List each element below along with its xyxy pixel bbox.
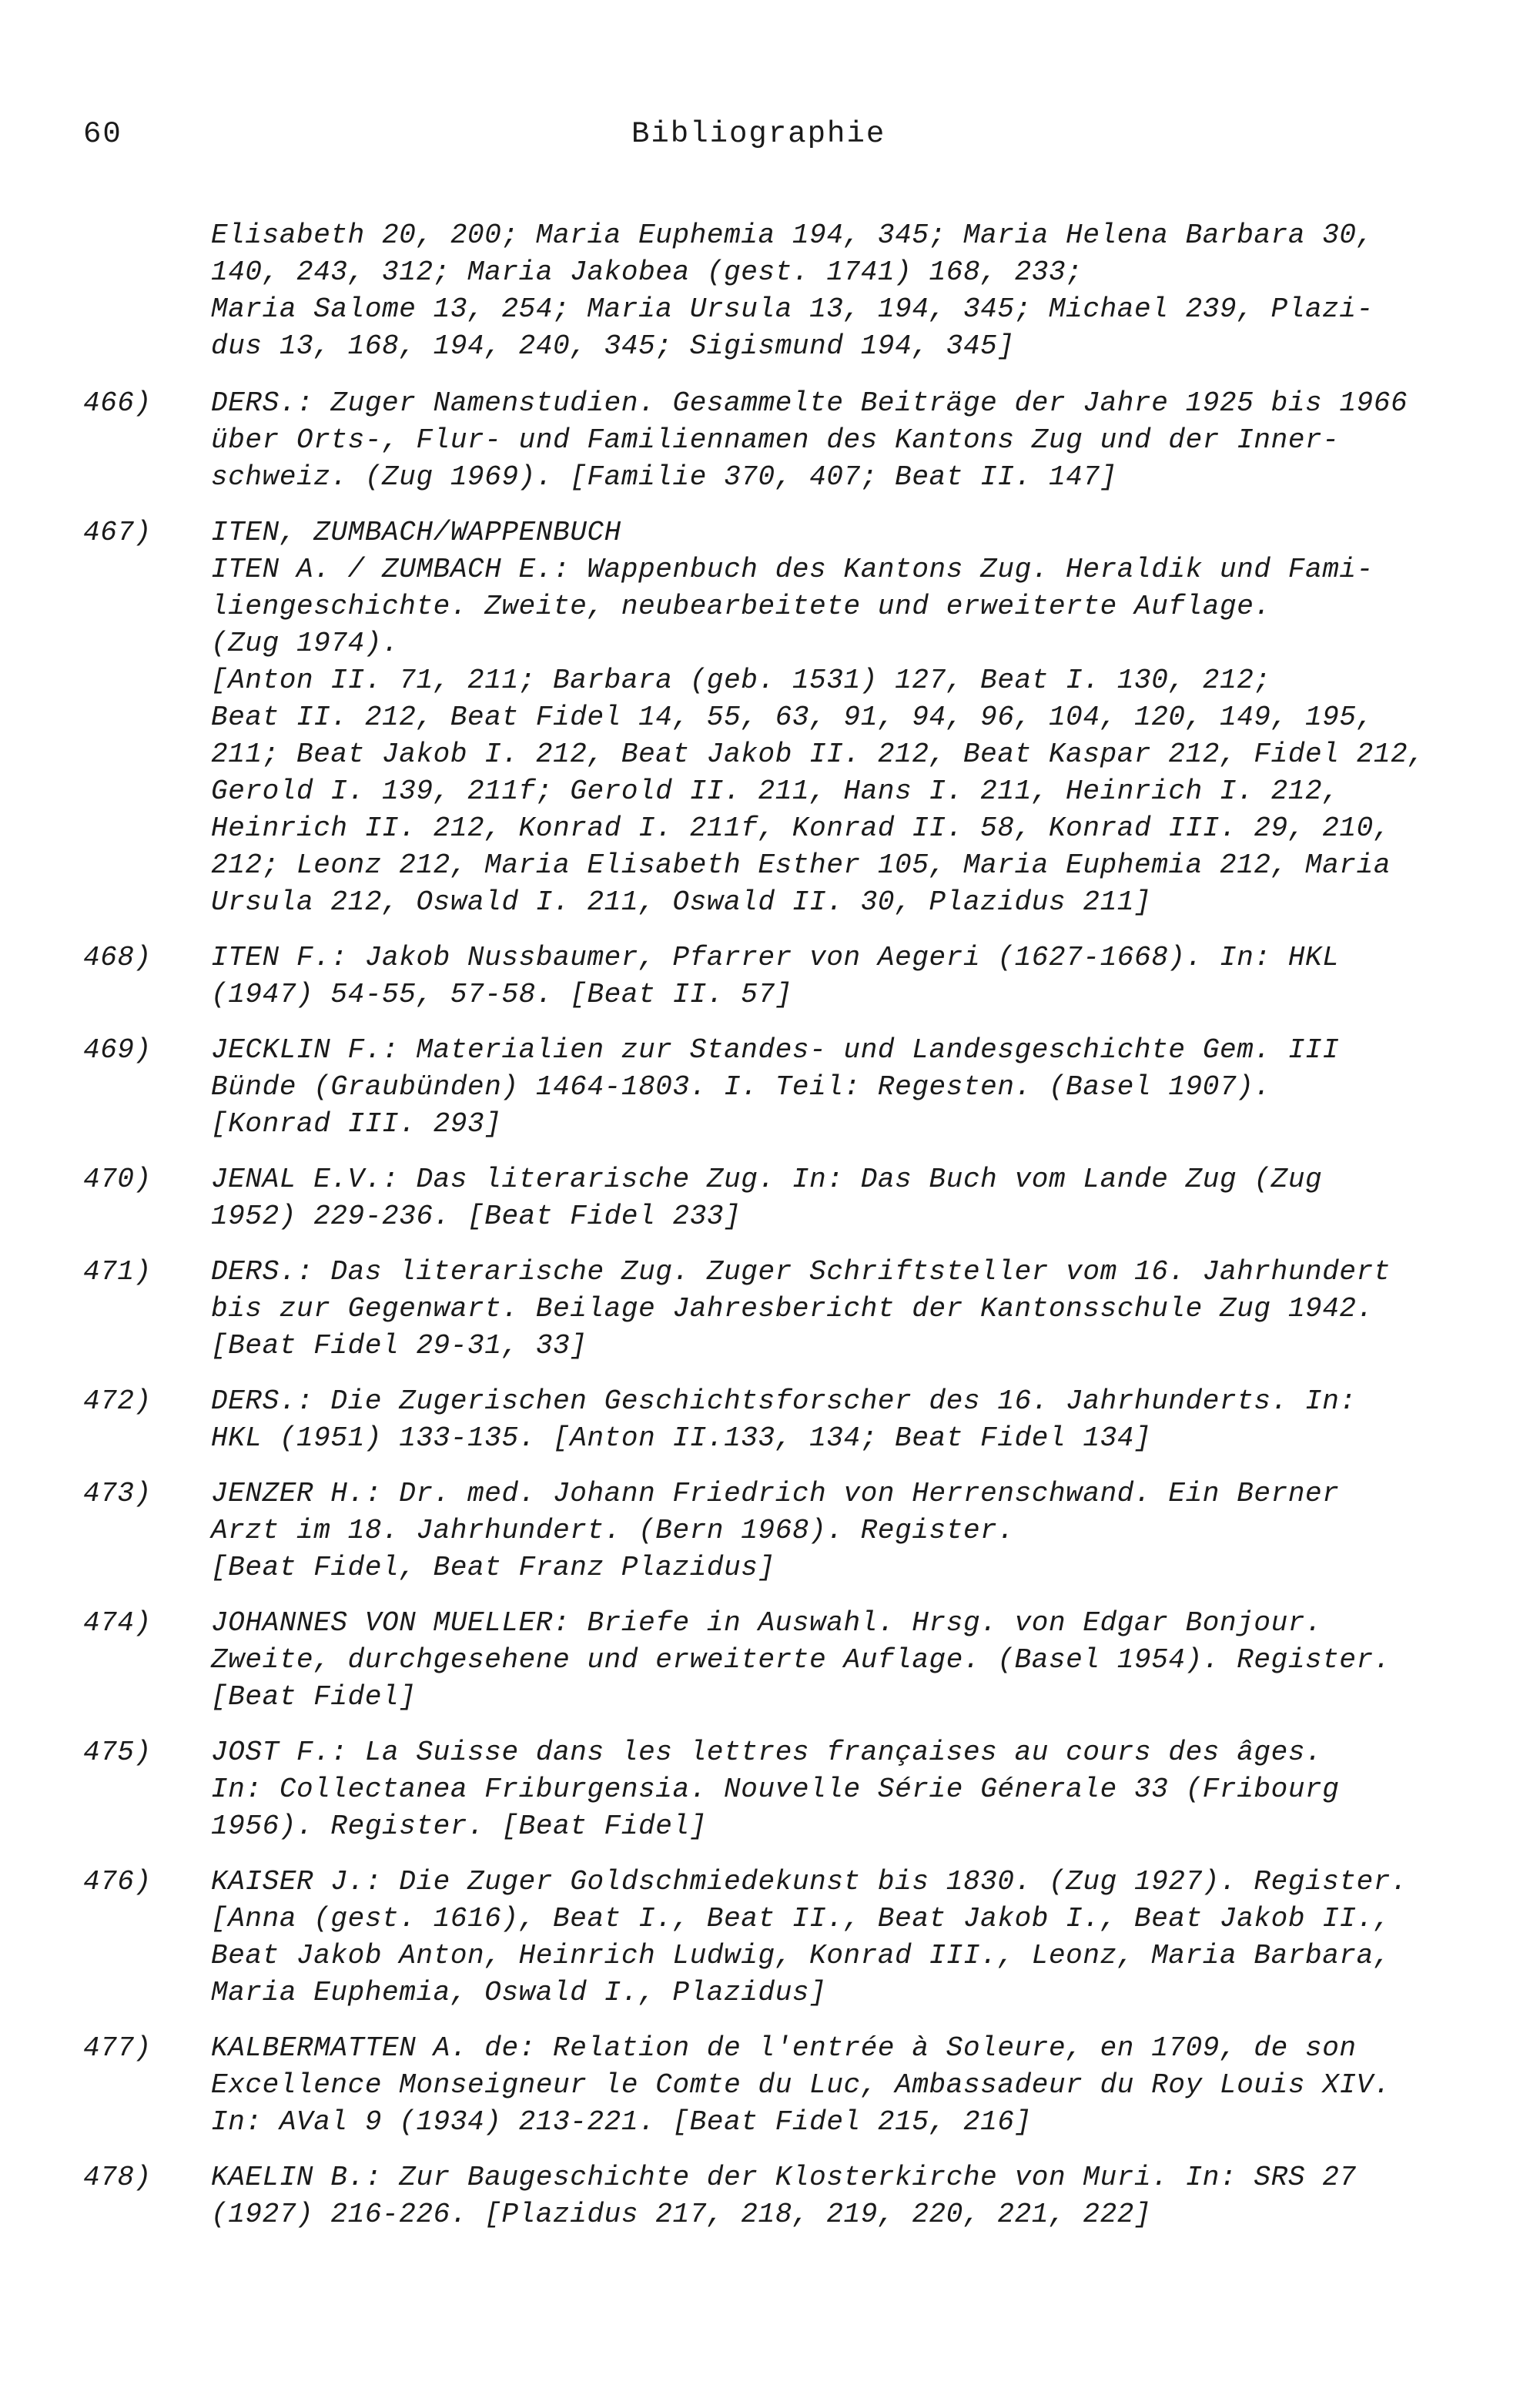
bibliography-entry	[83, 385, 1469, 496]
entry-number: 469)	[83, 1034, 152, 1066]
entry-text-line: Beat Jakob Anton, Heinrich Ludwig, Konrad III., Leonz, Maria Barbara,	[211, 1940, 1391, 1971]
entry-text-line: JECKLIN F.: Materialien zur Standes- und Landesgeschichte Gem. III	[211, 1034, 1340, 1066]
entry-text-line: 1956). Register. [Beat Fidel]	[211, 1810, 707, 1842]
bibliography-entry	[83, 1605, 1469, 1716]
bibliography-entry	[83, 2030, 1469, 2141]
entry-text-line: Beat II. 212, Beat Fidel 14, 55, 63, 91, 94, 96, 104, 120, 149, 195,	[211, 702, 1374, 733]
bibliography-entry	[83, 1161, 1469, 1235]
entry-number: 471)	[83, 1256, 152, 1288]
entry-number: 478)	[83, 2162, 152, 2193]
entry-text-line: KALBERMATTEN A. de: Relation de l'entrée à Soleure, en 1709, de son	[211, 2032, 1357, 2064]
entry-text-line: (1947) 54-55, 57-58. [Beat II. 57]	[211, 979, 792, 1010]
entry-text-line: Ursula 212, Oswald I. 211, Oswald II. 30, Plazidus 211]	[211, 886, 1152, 918]
entry-text-line: JENZER H.: Dr. med. Johann Friedrich von Herrenschwand. Ein Berner	[211, 1478, 1340, 1509]
entry-text-line: DERS.: Zuger Namenstudien. Gesammelte Beiträge der Jahre 1925 bis 1966	[211, 387, 1408, 419]
entry-number: 467)	[83, 517, 152, 548]
bibliography-entry	[83, 1476, 1469, 1586]
bibliography-entry	[83, 1734, 1469, 1845]
entry-text-line: DERS.: Die Zugerischen Geschichtsforscher des 16. Jahrhunderts. In:	[211, 1385, 1357, 1417]
entry-text-line: In: AVal 9 (1934) 213-221. [Beat Fidel 215, 216]	[211, 2106, 1032, 2138]
page-number: 60	[83, 117, 122, 151]
entry-text-line: ITEN A. / ZUMBACH E.: Wappenbuch des Kantons Zug. Heraldik und Fami-	[211, 554, 1374, 585]
entry-text-line: bis zur Gegenwart. Beilage Jahresbericht der Kantonsschule Zug 1942.	[211, 1293, 1374, 1325]
entry-text-line: Gerold I. 139, 211f; Gerold II. 211, Hans I. 211, Heinrich I. 212,	[211, 775, 1340, 807]
entry-text-line: HKL (1951) 133-135. [Anton II.133, 134; Beat Fidel 134]	[211, 1422, 1152, 1454]
bibliography-entry	[83, 2159, 1469, 2233]
entry-text-line: [Beat Fidel, Beat Franz Plazidus]	[211, 1552, 775, 1583]
entry-text-line: [Anton II. 71, 211; Barbara (geb. 1531) 127, Beat I. 130, 212;	[211, 665, 1271, 696]
entry-text-line: über Orts-, Flur- und Familiennamen des Kantons Zug und der Inner-	[211, 424, 1340, 456]
bibliography-entry	[83, 1254, 1469, 1365]
entry-text-line: ITEN, ZUMBACH/WAPPENBUCH	[211, 517, 621, 548]
running-title: Bibliographie	[631, 117, 886, 151]
entry-text-line: Maria Salome 13, 254; Maria Ursula 13, 194, 345; Michael 239, Plazi-	[211, 293, 1374, 325]
entry-number: 468)	[83, 942, 152, 973]
entry-text-line: KAISER J.: Die Zuger Goldschmiedekunst bis 1830. (Zug 1927). Register.	[211, 1866, 1408, 1898]
entry-text-line: Bünde (Graubünden) 1464-1803. I. Teil: Regesten. (Basel 1907).	[211, 1071, 1271, 1103]
entry-text-line: schweiz. (Zug 1969). [Familie 370, 407; Beat II. 147]	[211, 461, 1117, 493]
entry-text-line: [Konrad III. 293]	[211, 1108, 502, 1140]
entry-text-line: [Beat Fidel 29-31, 33]	[211, 1330, 588, 1362]
entry-text-line: (1927) 216-226. [Plazidus 217, 218, 219, 220, 221, 222]	[211, 2199, 1152, 2230]
entry-text-line: Excellence Monseigneur le Comte du Luc, Ambassadeur du Roy Louis XIV.	[211, 2069, 1391, 2101]
entry-text-line: JOHANNES VON MUELLER: Briefe in Auswahl. Hrsg. von Edgar Bonjour.	[211, 1607, 1323, 1639]
entry-text-line: (Zug 1974).	[211, 628, 400, 659]
entry-text-line: dus 13, 168, 194, 240, 345; Sigismund 194, 345]	[211, 330, 1015, 362]
bibliography-entries	[83, 217, 1469, 2252]
entry-text-line: 1952) 229-236. [Beat Fidel 233]	[211, 1201, 742, 1232]
entry-number: 472)	[83, 1385, 152, 1417]
bibliography-entry	[83, 1383, 1469, 1457]
entry-text-line: DERS.: Das literarische Zug. Zuger Schriftsteller vom 16. Jahrhundert	[211, 1256, 1391, 1288]
entry-text-line: liengeschichte. Zweite, neubearbeitete und erweiterte Auflage.	[211, 591, 1271, 622]
entry-number: 475)	[83, 1737, 152, 1768]
entry-text-line: Heinrich II. 212, Konrad I. 211f, Konrad II. 58, Konrad III. 29, 210,	[211, 812, 1391, 844]
entry-text-line: Arzt im 18. Jahrhundert. (Bern 1968). Register.	[211, 1515, 1015, 1546]
bibliography-entry	[83, 940, 1469, 1013]
entry-number: 477)	[83, 2032, 152, 2064]
entry-text-line: 211; Beat Jakob I. 212, Beat Jakob II. 212, Beat Kaspar 212, Fidel 212,	[211, 739, 1425, 770]
bibliography-entry	[83, 1864, 1469, 2011]
page-header	[83, 117, 1461, 163]
entry-text-line: In: Collectanea Friburgensia. Nouvelle Série Génerale 33 (Fribourg	[211, 1774, 1340, 1805]
bibliography-entry	[83, 1032, 1469, 1143]
entry-text-line: [Anna (gest. 1616), Beat I., Beat II., Beat Jakob I., Beat Jakob II.,	[211, 1903, 1391, 1934]
bibliography-entry	[83, 514, 1469, 921]
entry-number: 466)	[83, 387, 152, 419]
entry-text-line: JOST F.: La Suisse dans les lettres françaises au cours des âges.	[211, 1737, 1323, 1768]
entry-text-line: Zweite, durchgesehene und erweiterte Auflage. (Basel 1954). Register.	[211, 1644, 1391, 1676]
entry-text-line: KAELIN B.: Zur Baugeschichte der Klosterkirche von Muri. In: SRS 27	[211, 2162, 1357, 2193]
entry-text-line: 212; Leonz 212, Maria Elisabeth Esther 105, Maria Euphemia 212, Maria	[211, 849, 1391, 881]
entry-text-line: Elisabeth 20, 200; Maria Euphemia 194, 345; Maria Helena Barbara 30,	[211, 219, 1374, 251]
entry-number: 476)	[83, 1866, 152, 1898]
entry-text-line: [Beat Fidel]	[211, 1681, 417, 1713]
entry-text-line: JENAL E.V.: Das literarische Zug. In: Das Buch vom Lande Zug (Zug	[211, 1164, 1323, 1195]
bibliography-entry	[83, 217, 1469, 365]
entry-number: 470)	[83, 1164, 152, 1195]
entry-number: 473)	[83, 1478, 152, 1509]
entry-text-line: Maria Euphemia, Oswald I., Plazidus]	[211, 1977, 827, 2008]
entry-text-line: ITEN F.: Jakob Nussbaumer, Pfarrer von Aegeri (1627-1668). In: HKL	[211, 942, 1340, 973]
entry-number: 474)	[83, 1607, 152, 1639]
entry-text-line: 140, 243, 312; Maria Jakobea (gest. 1741) 168, 233;	[211, 256, 1083, 288]
